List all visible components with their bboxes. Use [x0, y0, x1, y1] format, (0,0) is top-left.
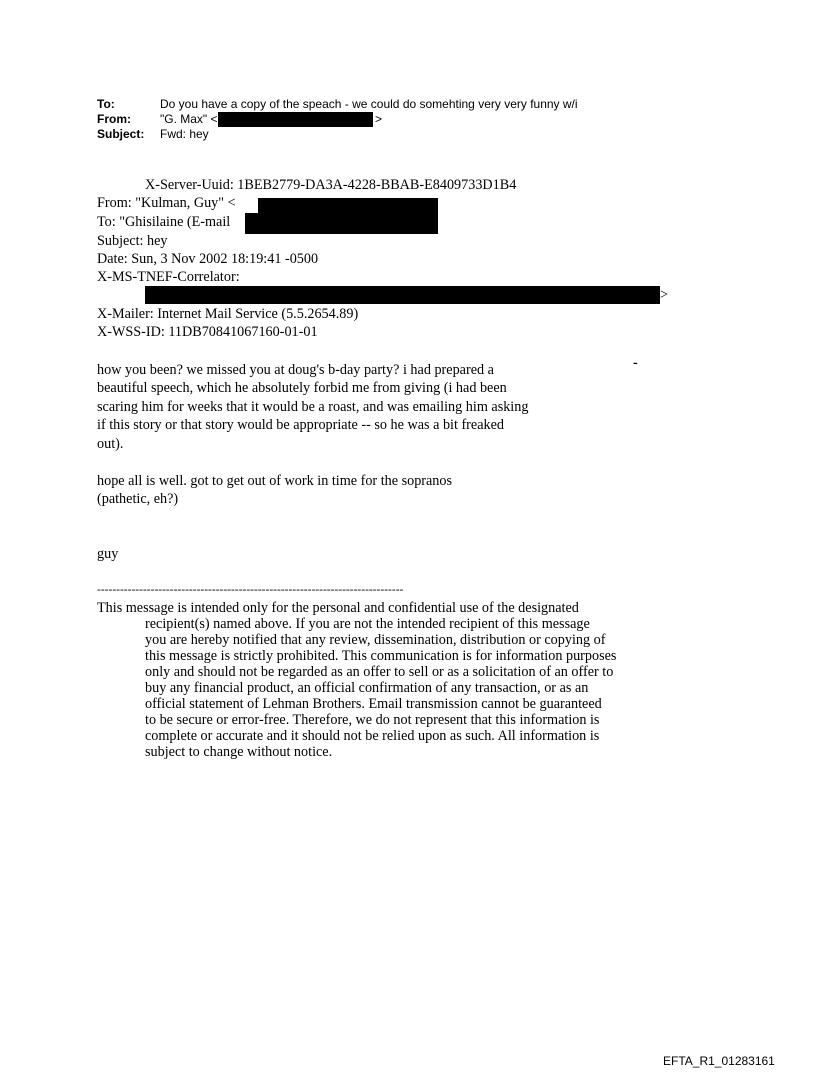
redaction-bar	[218, 112, 373, 127]
fwd-subject-line: Subject: hey	[97, 233, 168, 249]
body-line: scaring him for weeks that it would be a roast, and was emailing him asking	[97, 398, 529, 415]
fwd-from-line: From: "Kulman, Guy" <	[97, 195, 236, 211]
body-line: (pathetic, eh?)	[97, 491, 179, 508]
divider-line: --------------------------------------------------------------------------------	[97, 584, 404, 596]
stray-mark: -	[633, 355, 638, 371]
subject-value: Fwd: hey	[160, 127, 209, 141]
mailer-line: X-Mailer: Internet Mail Service (5.5.2654.89)	[97, 306, 359, 322]
signature: guy	[97, 546, 119, 562]
from-value-suffix: >	[375, 112, 383, 126]
wss-id-line: X-WSS-ID: 11DB70841067160-01-01	[97, 324, 318, 340]
to-label: To:	[97, 97, 115, 111]
from-label: From:	[97, 112, 131, 126]
to-value: Do you have a copy of the speach - we could do somehting very very funny w/i	[160, 97, 578, 111]
redaction-bar	[245, 213, 438, 234]
disclaimer-line: complete or accurate and it should not be relied upon as such. All information is	[145, 728, 600, 744]
body-line: out).	[97, 435, 124, 452]
disclaimer-line: you are hereby notified that any review, dissemination, distribution or copying of	[145, 632, 606, 648]
document-id: EFTA_R1_01283161	[663, 1054, 775, 1068]
tnef-suffix: >	[660, 287, 669, 303]
fwd-to-line: To: "Ghisilaine (E-mail	[97, 214, 231, 230]
server-uuid-line: X-Server-Uuid: 1BEB2779-DA3A-4228-BBAB-E8409733D1B4	[145, 177, 517, 193]
from-value-prefix: "G. Max" <	[160, 112, 218, 126]
tnef-line: X-MS-TNEF-Correlator:	[97, 269, 240, 285]
body-paragraph-1	[97, 361, 528, 453]
fwd-date-line: Date: Sun, 3 Nov 2002 18:19:41 -0500	[97, 251, 319, 267]
disclaimer-line: this message is strictly prohibited. This communication is for information purposes	[145, 648, 617, 664]
disclaimer-line: subject to change without notice.	[145, 744, 333, 760]
disclaimer-line: to be secure or error-free. Therefore, we do not represent that this information is	[145, 712, 600, 728]
body-line: hope all is well. got to get out of work in time for the sopranos	[97, 473, 453, 489]
body-line: beautiful speech, which he absolutely forbid me from giving (i had been	[97, 380, 507, 397]
disclaimer-body	[145, 616, 616, 760]
disclaimer-line: official statement of Lehman Brothers. Email transmission cannot be guaranteed	[145, 696, 602, 712]
body-paragraph-2	[97, 472, 452, 509]
disclaimer-line: only and should not be regarded as an offer to sell or as a solicitation of an offer to	[145, 664, 614, 680]
body-line: how you been? we missed you at doug's b-day party? i had prepared a	[97, 362, 494, 378]
disclaimer-line: buy any financial product, an official confirmation of any transaction, or as an	[145, 680, 589, 696]
body-line: if this story or that story would be appropriate -- so he was a bit freaked	[97, 417, 504, 434]
disclaimer-line: recipient(s) named above. If you are not the intended recipient of this message	[145, 616, 590, 632]
disclaimer-first-line: This message is intended only for the personal and confidential use of the designated	[97, 600, 579, 616]
redaction-bar	[145, 286, 660, 304]
subject-label: Subject:	[97, 127, 145, 141]
